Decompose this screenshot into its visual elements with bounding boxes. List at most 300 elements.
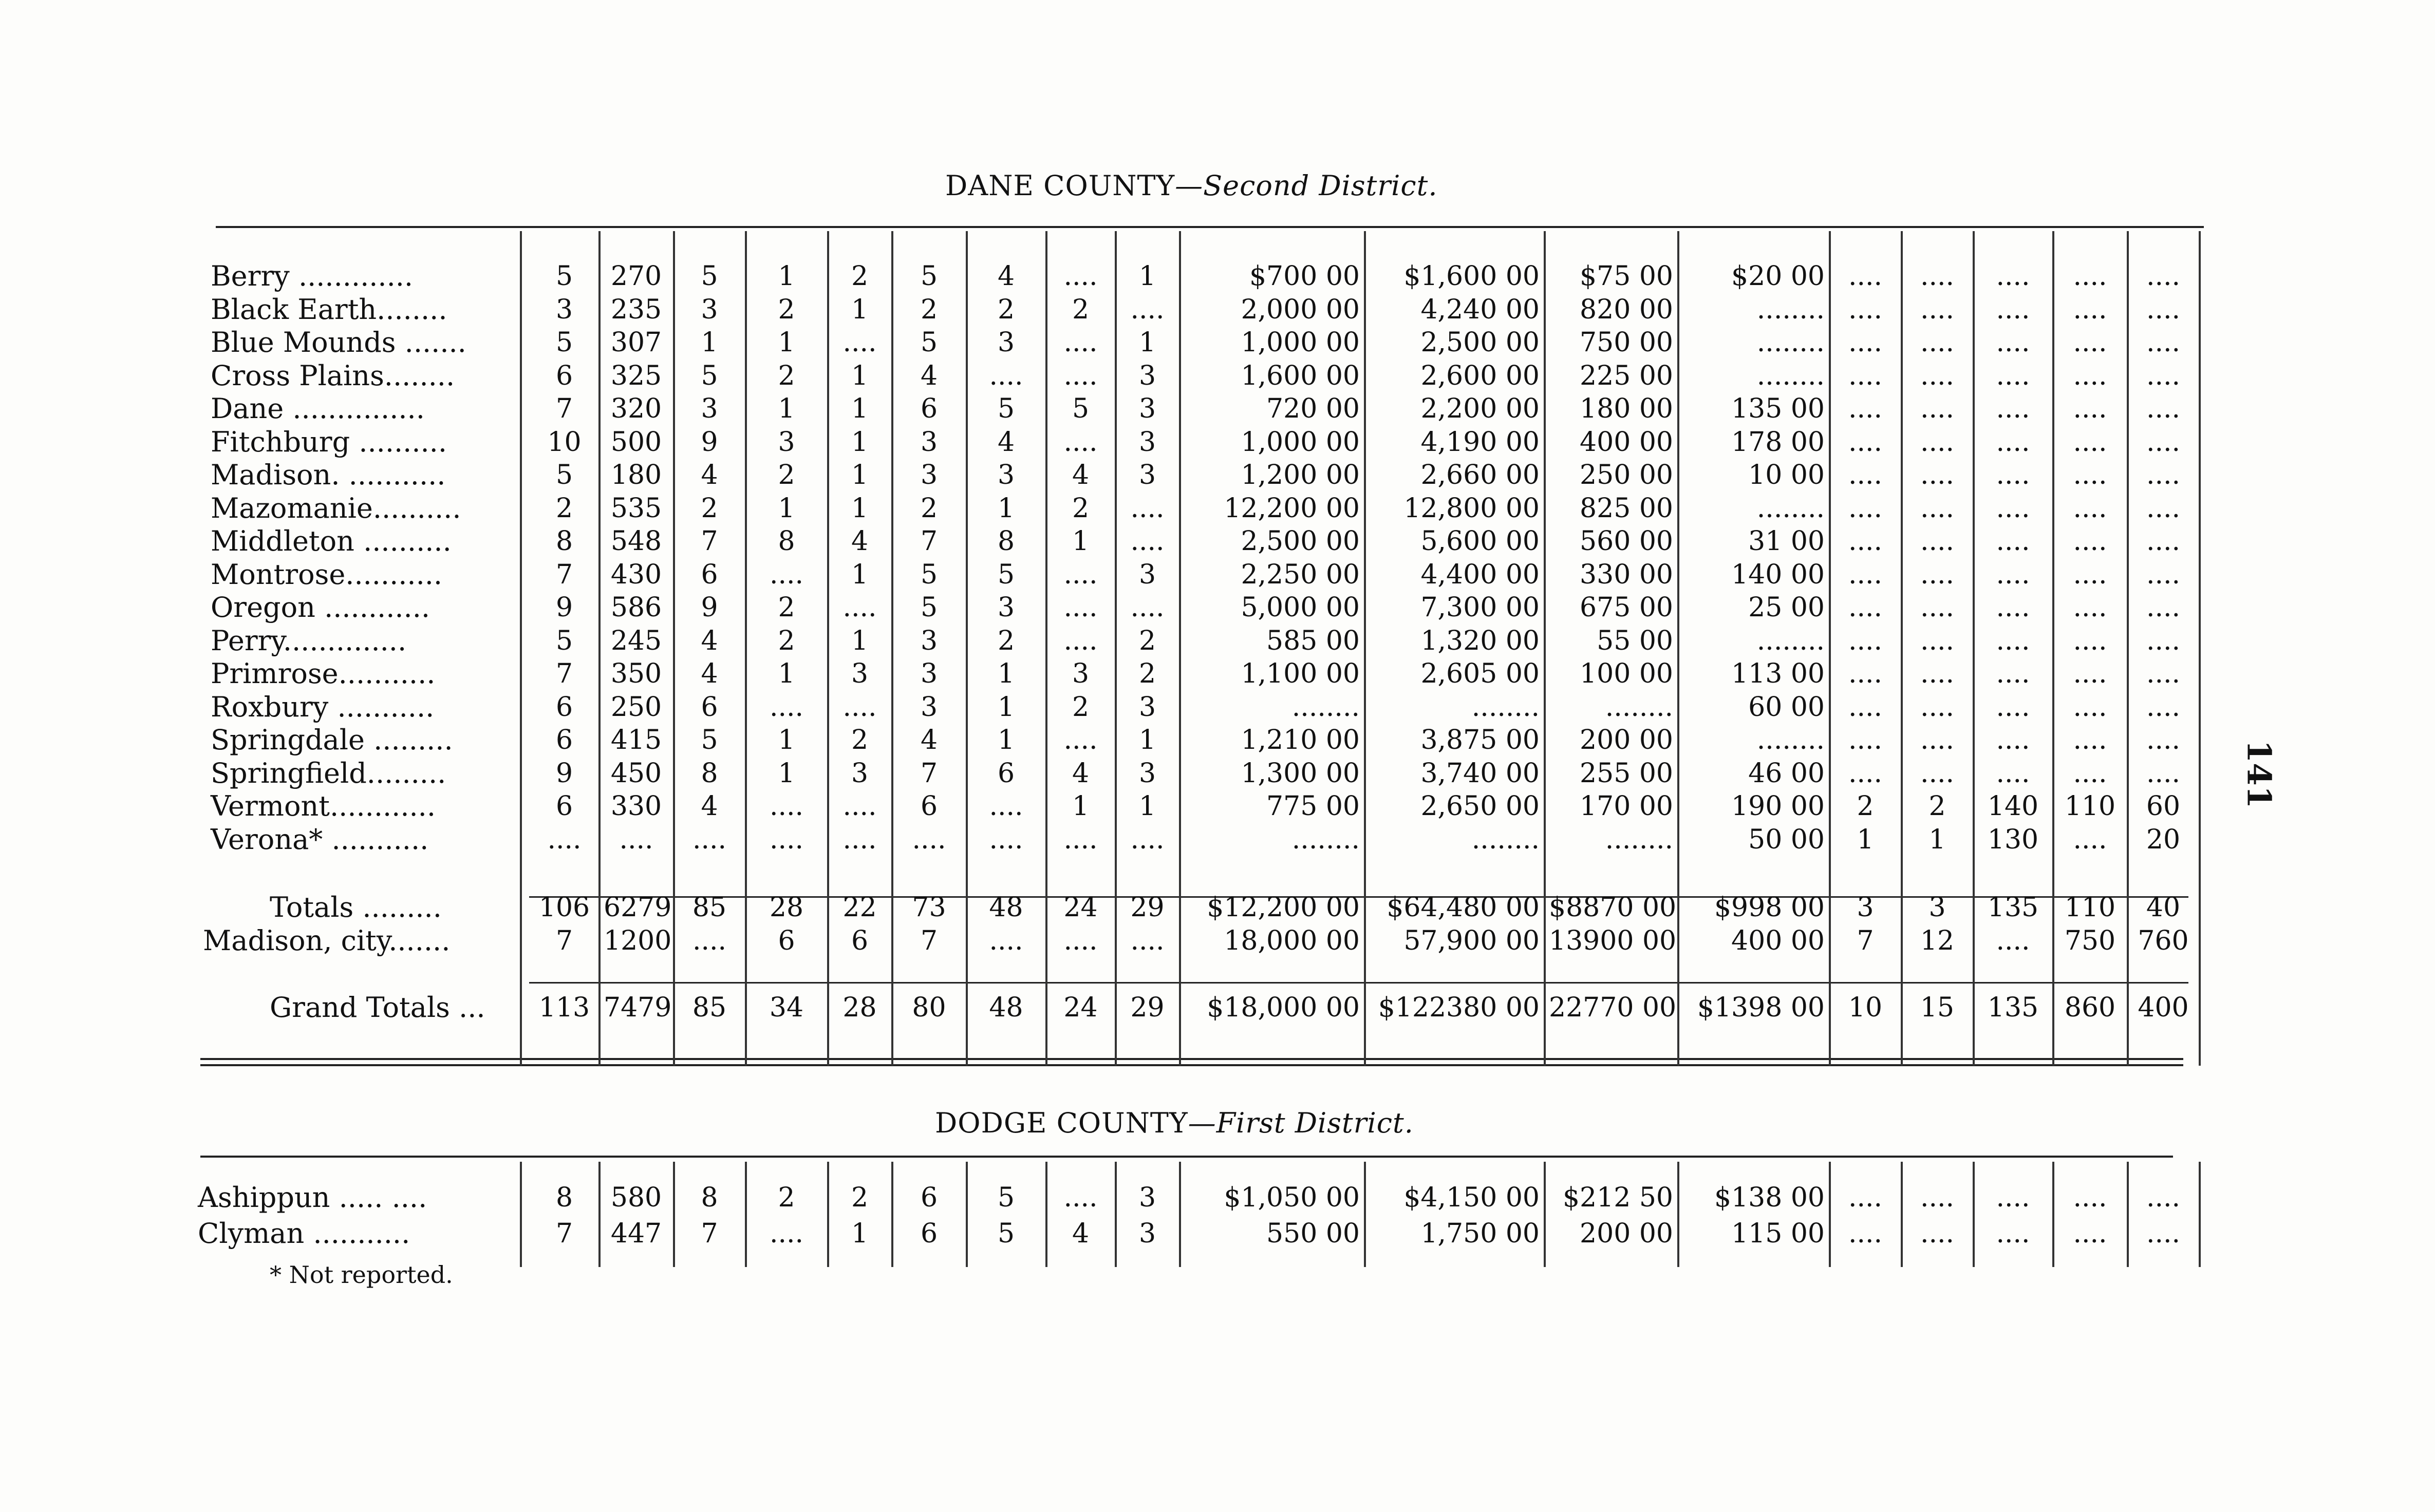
dane-row-14-col-10: ........: [1291, 691, 1360, 723]
dane-row-9-col-18: ....: [2146, 526, 2181, 557]
dane-row-12-col-7: 2: [997, 625, 1015, 656]
dane-row-14-col-11: ........: [1471, 691, 1540, 723]
dane-row-13-col-14: ....: [1848, 658, 1883, 689]
dane-row-17-col-11: 2,650 00: [1420, 791, 1540, 822]
dane-row-16-col-1: 9: [555, 758, 573, 789]
dane-grand-totals-row-col-2: 7479: [604, 992, 672, 1023]
dane-row-15-col-3: 5: [701, 725, 718, 755]
dane-row-12-col-4: 2: [778, 625, 795, 656]
dane-row-17-col-16: 140: [1987, 791, 2039, 822]
dane-madison-city-row-col-1: 7: [555, 925, 573, 956]
dane-row-10-col-10: 2,250 00: [1241, 559, 1360, 590]
dane-row-12-col-15: ....: [1920, 625, 1955, 656]
dane-row-11-col-18: ....: [2146, 592, 2181, 623]
dane-row-11-col-8: ....: [1063, 592, 1098, 623]
dane-column-rule-6: [966, 231, 968, 1066]
dane-row-15-col-9: 1: [1138, 725, 1156, 755]
dane-row-15-col-7: 1: [997, 725, 1015, 755]
dodge-top-rule: [200, 1156, 2173, 1158]
dane-totals-row-col-12: $8870 00: [1549, 892, 1677, 923]
dane-row-7-col-8: 4: [1072, 460, 1090, 490]
dane-grand-totals-row-col-10: $18,000 00: [1207, 992, 1360, 1023]
dane-row-2-col-7: 2: [997, 294, 1015, 325]
dodge-row-1-col-4: 2: [778, 1182, 795, 1213]
dane-row-6-col-13: 178 00: [1731, 426, 1825, 458]
dane-row-1-col-12: $75 00: [1580, 261, 1673, 292]
dane-row-13-col-3: 4: [701, 658, 718, 689]
dane-county-subtitle: —Second District.: [1175, 169, 1438, 202]
dane-grand-totals-row-col-7: 48: [989, 992, 1023, 1023]
dane-row-5-name: Dane ...............: [211, 392, 425, 425]
dane-grand-totals-row-col-3: 85: [692, 992, 727, 1023]
dane-row-3-col-8: ....: [1063, 327, 1098, 358]
dane-row-4-col-18: ....: [2146, 360, 2181, 391]
dane-row-9-name: Middleton ..........: [211, 525, 452, 557]
dane-row-18-col-17: ....: [2073, 824, 2107, 855]
dane-row-8-col-18: ....: [2146, 493, 2181, 524]
dane-madison-city-row-col-7: ....: [989, 925, 1023, 956]
dane-row-13-col-5: 3: [851, 658, 869, 689]
dane-row-2-col-12: 820 00: [1580, 294, 1673, 325]
dane-row-4-col-1: 6: [555, 360, 573, 391]
dane-row-10-col-15: ....: [1920, 559, 1955, 590]
dane-row-8-name: Mazomanie..........: [211, 492, 461, 524]
dodge-row-1-col-12: $212 50: [1562, 1182, 1673, 1213]
dane-row-7-col-6: 3: [920, 460, 938, 490]
dodge-row-2-col-17: ....: [2073, 1218, 2107, 1249]
dane-row-3-col-2: 307: [610, 327, 662, 358]
dane-row-16-col-12: 255 00: [1580, 758, 1673, 789]
dane-row-8-col-14: ....: [1848, 493, 1883, 524]
dane-row-11-col-3: 9: [701, 592, 718, 623]
dane-row-1-col-1: 5: [555, 261, 573, 292]
dane-row-17-col-1: 6: [555, 791, 573, 822]
dane-row-8-col-17: ....: [2073, 493, 2107, 524]
dane-row-8-col-15: ....: [1920, 493, 1955, 524]
dane-row-3-col-10: 1,000 00: [1241, 327, 1360, 358]
dane-row-14-col-15: ....: [1920, 691, 1955, 723]
dane-row-17-col-5: ....: [842, 791, 877, 822]
dane-row-6-name: Fitchburg ..........: [211, 425, 447, 458]
dane-totals-row-col-18: 40: [2146, 892, 2181, 923]
dane-row-4-col-8: ....: [1063, 360, 1098, 391]
dane-madison-city-row-col-5: 6: [851, 925, 869, 956]
dane-row-12-col-18: ....: [2146, 625, 2181, 656]
dane-row-2-col-13: ........: [1756, 294, 1825, 325]
dane-row-1-col-6: 5: [920, 261, 938, 292]
dodge-row-2-name: Clyman ...........: [198, 1217, 410, 1250]
dane-row-6-col-3: 9: [701, 426, 718, 458]
dane-row-1-col-8: ....: [1063, 261, 1098, 292]
dane-row-18-col-11: ........: [1471, 824, 1540, 855]
dane-row-5-col-11: 2,200 00: [1420, 393, 1540, 424]
dane-madison-city-row-col-3: ....: [692, 925, 727, 956]
dane-totals-row-col-11: $64,480 00: [1387, 892, 1540, 923]
dane-row-15-col-4: 1: [778, 725, 795, 755]
dane-row-15-col-13: ........: [1756, 725, 1825, 755]
dodge-row-2-col-13: 115 00: [1731, 1218, 1825, 1249]
dane-row-7-col-5: 1: [851, 460, 869, 490]
dane-row-8-col-11: 12,800 00: [1403, 493, 1540, 524]
dane-grand-totals-row-col-13: $1398 00: [1697, 992, 1825, 1023]
dane-row-15-col-2: 415: [610, 725, 662, 755]
dane-row-18-col-10: ........: [1291, 824, 1360, 855]
dane-row-9-col-1: 8: [555, 526, 573, 557]
dodge-column-rule-14: [1901, 1162, 1903, 1267]
dane-row-18-col-14: 1: [1857, 824, 1874, 855]
dane-row-16-col-14: ....: [1848, 758, 1883, 789]
dane-row-4-col-17: ....: [2073, 360, 2107, 391]
dodge-row-2-col-1: 7: [555, 1218, 573, 1249]
dane-row-2-col-16: ....: [1996, 294, 2030, 325]
dane-row-12-col-17: ....: [2073, 625, 2107, 656]
dane-row-15-col-15: ....: [1920, 725, 1955, 755]
dane-row-4-col-4: 2: [778, 360, 795, 391]
dane-row-3-col-13: ........: [1756, 327, 1825, 358]
dane-row-13-col-8: 3: [1072, 658, 1090, 689]
dane-row-5-col-13: 135 00: [1731, 393, 1825, 424]
dane-row-8-col-2: 535: [610, 493, 662, 524]
dane-row-2-col-11: 4,240 00: [1420, 294, 1540, 325]
dane-row-6-col-16: ....: [1996, 426, 2030, 458]
dane-row-17-col-7: ....: [989, 791, 1023, 822]
dane-row-1-col-4: 1: [778, 261, 795, 292]
dane-row-18-name: Verona* ...........: [211, 823, 429, 856]
dane-row-6-col-1: 10: [547, 426, 582, 458]
dane-madison-city-row-col-6: 7: [920, 925, 938, 956]
dane-column-rule-15: [1973, 231, 1975, 1066]
dane-row-10-col-9: 3: [1138, 559, 1156, 590]
dane-row-13-col-10: 1,100 00: [1241, 658, 1360, 689]
dane-totals-row-col-15: 3: [1928, 892, 1946, 923]
dane-row-8-col-12: 825 00: [1580, 493, 1673, 524]
dodge-row-1-col-17: ....: [2073, 1182, 2107, 1213]
dane-row-10-col-17: ....: [2073, 559, 2107, 590]
dane-row-11-col-11: 7,300 00: [1420, 592, 1540, 623]
dane-row-6-col-2: 500: [610, 426, 662, 458]
dane-row-3-col-5: ....: [842, 327, 877, 358]
dane-totals-row-col-9: 29: [1130, 892, 1165, 923]
dane-row-1-col-13: $20 00: [1731, 261, 1825, 292]
dane-row-15-col-16: ....: [1996, 725, 2030, 755]
dane-row-18-col-4: ....: [769, 824, 804, 855]
dane-row-8-col-1: 2: [555, 493, 573, 524]
dane-grand-totals-row-col-16: 135: [1987, 992, 2039, 1023]
dane-madison-city-row-col-9: ....: [1130, 925, 1165, 956]
dane-row-9-col-15: ....: [1920, 526, 1955, 557]
dane-row-7-col-3: 4: [701, 460, 718, 490]
dane-row-4-col-7: ....: [989, 360, 1023, 391]
dodge-row-2-col-3: 7: [701, 1218, 718, 1249]
dane-madison-city-row-col-10: 18,000 00: [1224, 925, 1360, 956]
dane-row-3-col-12: 750 00: [1580, 327, 1673, 358]
dane-row-8-col-16: ....: [1996, 493, 2030, 524]
dane-row-10-col-12: 330 00: [1580, 559, 1673, 590]
dane-row-9-col-7: 8: [997, 526, 1015, 557]
dane-grand-totals-row-col-12: 22770 00: [1549, 992, 1677, 1023]
dane-row-12-col-9: 2: [1138, 625, 1156, 656]
dane-row-6-col-15: ....: [1920, 426, 1955, 458]
dane-row-1-name: Berry .............: [211, 260, 414, 292]
dane-column-rule-4: [827, 231, 829, 1066]
dane-row-10-col-14: ....: [1848, 559, 1883, 590]
dane-row-7-col-18: ....: [2146, 460, 2181, 490]
dane-row-17-col-2: 330: [610, 791, 662, 822]
dane-row-5-col-2: 320: [610, 393, 662, 424]
dane-row-9-col-12: 560 00: [1580, 526, 1673, 557]
dane-madison-city-row-name: Madison, city.......: [203, 924, 451, 957]
dodge-row-1-col-15: ....: [1920, 1182, 1955, 1213]
dane-row-18-col-15: 1: [1928, 824, 1946, 855]
dane-row-15-col-1: 6: [555, 725, 573, 755]
dane-row-9-col-16: ....: [1996, 526, 2030, 557]
dodge-column-rule-15: [1973, 1162, 1975, 1267]
dane-row-6-col-9: 3: [1138, 426, 1156, 458]
dane-totals-row-name: Totals .........: [270, 891, 442, 923]
dodge-row-2-col-5: 1: [851, 1218, 869, 1249]
dodge-row-2-col-9: 3: [1138, 1218, 1156, 1249]
dane-row-7-col-2: 180: [610, 460, 662, 490]
dane-row-18-col-12: ........: [1605, 824, 1673, 855]
dane-madison-city-row-col-17: 750: [2064, 925, 2116, 956]
dane-row-11-name: Oregon ............: [211, 591, 430, 623]
dane-row-2-col-18: ....: [2146, 294, 2181, 325]
dane-row-7-col-9: 3: [1138, 460, 1156, 490]
dane-row-4-col-16: ....: [1996, 360, 2030, 391]
dane-row-7-col-13: 10 00: [1748, 460, 1825, 490]
dane-row-6-col-4: 3: [778, 426, 795, 458]
dane-row-1-col-14: ....: [1848, 261, 1883, 292]
dane-row-14-col-6: 3: [920, 691, 938, 723]
dodge-column-rule-12: [1677, 1162, 1679, 1267]
dane-row-18-col-6: ....: [912, 824, 946, 855]
dane-row-6-col-7: 4: [997, 426, 1015, 458]
dodge-column-rule-10: [1364, 1162, 1366, 1267]
dane-row-16-col-9: 3: [1138, 758, 1156, 789]
dane-row-3-col-16: ....: [1996, 327, 2030, 358]
dane-row-9-col-17: ....: [2073, 526, 2107, 557]
dane-totals-row-col-16: 135: [1987, 892, 2039, 923]
dane-row-15-col-5: 2: [851, 725, 869, 755]
dane-row-12-col-12: 55 00: [1597, 625, 1673, 656]
dane-row-6-col-17: ....: [2073, 426, 2107, 458]
dodge-column-rule-13: [1829, 1162, 1831, 1267]
dane-row-11-col-6: 5: [920, 592, 938, 623]
dane-row-6-col-5: 1: [851, 426, 869, 458]
dane-row-3-col-14: ....: [1848, 327, 1883, 358]
dane-madison-city-row-col-13: 400 00: [1731, 925, 1825, 956]
dodge-row-2-col-8: 4: [1072, 1218, 1090, 1249]
dane-city-rule: [529, 982, 2188, 984]
dane-row-16-col-5: 3: [851, 758, 869, 789]
dane-madison-city-row-col-8: ....: [1063, 925, 1098, 956]
dane-madison-city-row-col-18: 760: [2138, 925, 2189, 956]
dodge-row-2-col-10: 550 00: [1266, 1218, 1360, 1249]
dane-row-11-col-17: ....: [2073, 592, 2107, 623]
dane-row-15-col-17: ....: [2073, 725, 2107, 755]
dane-row-4-col-15: ....: [1920, 360, 1955, 391]
dane-row-3-name: Blue Mounds .......: [211, 326, 466, 358]
dane-row-13-col-7: 1: [997, 658, 1015, 689]
dane-row-13-col-13: 113 00: [1731, 658, 1825, 689]
dane-column-rule-16: [2052, 231, 2054, 1066]
dodge-column-rule-2: [673, 1162, 675, 1267]
dodge-column-rule-5: [891, 1162, 893, 1267]
dane-row-16-col-3: 8: [701, 758, 718, 789]
dane-row-9-col-14: ....: [1848, 526, 1883, 557]
dane-column-rule-9: [1179, 231, 1181, 1066]
dane-row-6-col-14: ....: [1848, 426, 1883, 458]
dane-row-3-col-15: ....: [1920, 327, 1955, 358]
dane-row-5-col-16: ....: [1996, 393, 2030, 424]
dane-column-rule-1: [598, 231, 601, 1066]
dane-totals-row-col-8: 24: [1063, 892, 1098, 923]
dane-row-14-col-12: ........: [1605, 691, 1673, 723]
dane-row-7-col-14: ....: [1848, 460, 1883, 490]
dodge-column-rule-4: [827, 1162, 829, 1267]
dane-row-10-col-13: 140 00: [1731, 559, 1825, 590]
dane-row-1-col-16: ....: [1996, 261, 2030, 292]
dane-row-5-col-7: 5: [997, 393, 1015, 424]
dane-row-2-col-9: ....: [1130, 294, 1165, 325]
dane-madison-city-row-col-15: 12: [1920, 925, 1955, 956]
dane-row-15-col-18: ....: [2146, 725, 2181, 755]
dane-row-16-col-10: 1,300 00: [1241, 758, 1360, 789]
dane-row-12-col-5: 1: [851, 625, 869, 656]
dodge-county-title: DODGE COUNTY: [935, 1107, 1188, 1139]
dane-row-15-col-6: 4: [920, 725, 938, 755]
dane-row-1-col-7: 4: [997, 261, 1015, 292]
dane-row-9-col-3: 7: [701, 526, 718, 557]
dane-column-rule-12: [1677, 231, 1679, 1066]
dodge-row-1-col-9: 3: [1138, 1182, 1156, 1213]
dane-row-14-col-13: 60 00: [1748, 691, 1825, 723]
dodge-row-2-col-14: ....: [1848, 1218, 1883, 1249]
dane-row-6-col-6: 3: [920, 426, 938, 458]
dane-row-2-col-8: 2: [1072, 294, 1090, 325]
dane-row-8-col-7: 1: [997, 493, 1015, 524]
dane-row-15-col-10: 1,210 00: [1241, 725, 1360, 755]
dane-row-9-col-13: 31 00: [1748, 526, 1825, 557]
dane-totals-row-col-17: 110: [2064, 892, 2116, 923]
dane-row-5-col-6: 6: [920, 393, 938, 424]
dane-row-9-col-11: 5,600 00: [1420, 526, 1540, 557]
dane-row-5-col-17: ....: [2073, 393, 2107, 424]
dodge-row-2-col-15: ....: [1920, 1218, 1955, 1249]
dane-row-3-col-17: ....: [2073, 327, 2107, 358]
dane-row-8-col-13: ........: [1756, 493, 1825, 524]
dane-row-3-col-7: 3: [997, 327, 1015, 358]
dane-row-14-col-3: 6: [701, 691, 718, 723]
dodge-row-1-col-10: $1,050 00: [1224, 1182, 1360, 1213]
dane-row-15-col-11: 3,875 00: [1420, 725, 1540, 755]
dane-row-10-col-18: ....: [2146, 559, 2181, 590]
dane-row-1-col-9: 1: [1138, 261, 1156, 292]
dane-row-13-col-2: 350: [610, 658, 662, 689]
dane-grand-totals-row-col-5: 28: [842, 992, 877, 1023]
dane-row-4-col-9: 3: [1138, 360, 1156, 391]
dane-row-12-col-10: 585 00: [1266, 625, 1360, 656]
dane-totals-row-col-4: 28: [769, 892, 804, 923]
dane-row-18-col-9: ....: [1130, 824, 1165, 855]
dane-totals-row-col-6: 73: [912, 892, 946, 923]
dane-row-2-col-6: 2: [920, 294, 938, 325]
dane-grand-totals-row-col-11: $122380 00: [1378, 992, 1540, 1023]
dane-row-16-col-11: 3,740 00: [1420, 758, 1540, 789]
dane-row-5-col-1: 7: [555, 393, 573, 424]
dane-row-11-col-13: 25 00: [1748, 592, 1825, 623]
dane-row-8-col-8: 2: [1072, 493, 1090, 524]
dane-row-8-col-5: 1: [851, 493, 869, 524]
dane-row-1-col-5: 2: [851, 261, 869, 292]
dodge-row-2-col-2: 447: [610, 1218, 662, 1249]
dane-row-17-col-17: 110: [2064, 791, 2116, 822]
dane-row-17-col-12: 170 00: [1580, 791, 1673, 822]
dane-row-1-col-10: $700 00: [1249, 261, 1360, 292]
dane-madison-city-row-col-16: ....: [1996, 925, 2030, 956]
dane-row-17-col-4: ....: [769, 791, 804, 822]
dane-row-11-col-1: 9: [555, 592, 573, 623]
dane-row-11-col-7: 3: [997, 592, 1015, 623]
dane-row-2-name: Black Earth........: [211, 293, 447, 326]
dane-row-14-col-14: ....: [1848, 691, 1883, 723]
dane-row-12-col-16: ....: [1996, 625, 2030, 656]
dane-row-13-col-1: 7: [555, 658, 573, 689]
dane-row-16-col-4: 1: [778, 758, 795, 789]
dane-grand-totals-row-col-6: 80: [912, 992, 946, 1023]
dane-row-15-col-8: ....: [1063, 725, 1098, 755]
dane-row-13-col-9: 2: [1138, 658, 1156, 689]
dane-row-8-col-10: 12,200 00: [1224, 493, 1360, 524]
dane-row-7-col-16: ....: [1996, 460, 2030, 490]
dane-row-2-col-2: 235: [610, 294, 662, 325]
dodge-row-1-col-13: $138 00: [1714, 1182, 1825, 1213]
dodge-row-1-col-2: 580: [610, 1182, 662, 1213]
dane-row-6-col-18: ....: [2146, 426, 2181, 458]
dane-row-14-col-2: 250: [610, 691, 662, 723]
dane-row-13-col-11: 2,605 00: [1420, 658, 1540, 689]
dane-row-14-col-7: 1: [997, 691, 1015, 723]
dane-row-9-col-6: 7: [920, 526, 938, 557]
dane-row-11-col-4: 2: [778, 592, 795, 623]
dane-row-11-col-10: 5,000 00: [1241, 592, 1360, 623]
dane-row-11-col-9: ....: [1130, 592, 1165, 623]
dane-row-17-col-13: 190 00: [1731, 791, 1825, 822]
dane-row-4-col-11: 2,600 00: [1420, 360, 1540, 391]
dane-row-15-col-12: 200 00: [1580, 725, 1673, 755]
dane-row-16-col-7: 6: [997, 758, 1015, 789]
dane-row-10-col-7: 5: [997, 559, 1015, 590]
dane-row-18-col-7: ....: [989, 824, 1023, 855]
dane-column-rule-17: [2127, 231, 2129, 1066]
dodge-column-rule-0: [520, 1162, 522, 1267]
dodge-column-rule-9: [1179, 1162, 1181, 1267]
dane-row-9-col-10: 2,500 00: [1241, 526, 1360, 557]
dodge-row-1-col-16: ....: [1996, 1182, 2030, 1213]
dane-top-rule: [216, 226, 2204, 228]
dodge-column-rule-18: [2199, 1162, 2201, 1267]
dane-row-14-col-16: ....: [1996, 691, 2030, 723]
dane-grand-totals-row-col-17: 860: [2064, 992, 2116, 1023]
dane-row-1-col-17: ....: [2073, 261, 2107, 292]
dane-grand-totals-row-col-4: 34: [769, 992, 804, 1023]
dane-row-17-col-3: 4: [701, 791, 718, 822]
dane-row-13-col-16: ....: [1996, 658, 2030, 689]
dane-row-4-name: Cross Plains........: [211, 359, 455, 392]
dane-column-rule-8: [1115, 231, 1117, 1066]
dane-row-5-col-14: ....: [1848, 393, 1883, 424]
dane-row-18-col-5: ....: [842, 824, 877, 855]
